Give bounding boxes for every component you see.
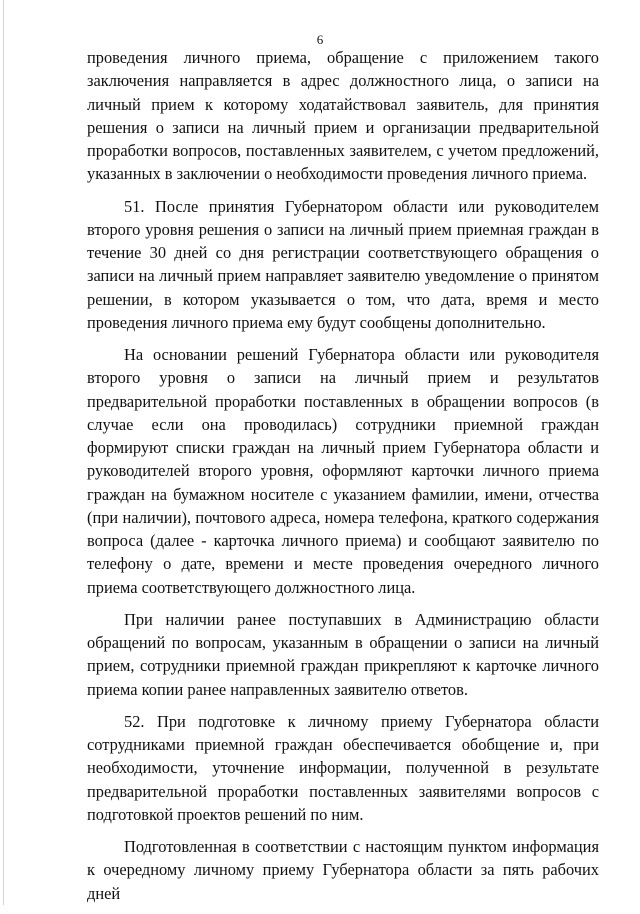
- page-number: 6: [316, 32, 324, 47]
- document-body: [87, 46, 599, 914]
- page-edge: [3, 0, 4, 905]
- paragraph-continuation: проведения личного приема, обращение с приложением такого заключения направляется в адрес должностного лица, о записи на личный прием к которому ходатайствовал заявитель, для принятия решения о записи на личный прием и организации предварительной проработки вопросов, поставленных заявителем, с учетом предложений, указанных в заключении о необходимости проведения личного приема.: [87, 48, 599, 184]
- paragraph-52: 52. При подготовке к личному приему Губернатора области сотрудниками приемной граждан обеспечивается обобщение и, при необходимости, уточнение информации, полученной в результате предварительной проработки поставленных заявителями вопросов с подготовкой проектов решений по ним.: [87, 711, 599, 824]
- paragraph-previous-appeals: При наличии ранее поступавших в Администрацию области обращений по вопросам, указанным в обращении о записи на личный прием, сотрудники приемной граждан прикрепляют к карточке личного приема копии ранее направленных заявителю ответов.: [87, 609, 599, 699]
- paragraph-prepared-information: Подготовленная в соответствии с настоящим пунктом информация к очередному личному приему Губернатора области за пять рабочих дней: [87, 837, 599, 903]
- paragraph-personal-reception-lists: На основании решений Губернатора области или руководителя второго уровня о записи на личный прием и результатов предварительной проработки поставленных в обращении вопросов (в случае если она проводилась) сотрудники приемной граждан формируют списки граждан на личный прием Губернатора области и руководителей второго уровня, оформляют карточки личного приема граждан на бумажном носителе с указанием фамилии, имени, отчества (при наличии), почтового адреса, номера телефона, краткого содержания вопроса (далее - карточка личного приема) и сообщают заявителю по телефону о дате, времени и месте проведения очередного личного приема соответствующего должностного лица.: [87, 345, 599, 597]
- paragraph-51: 51. После принятия Губернатором области или руководителем второго уровня решения о записи на личный прием приемная граждан в течение 30 дней со дня регистрации соответствующего обращения о записи на личный прием направляет заявителю уведомление о принятом решении, в котором указывается о том, что дата, время и место проведения личного приема ему будут сообщены дополнительно.: [87, 196, 599, 332]
